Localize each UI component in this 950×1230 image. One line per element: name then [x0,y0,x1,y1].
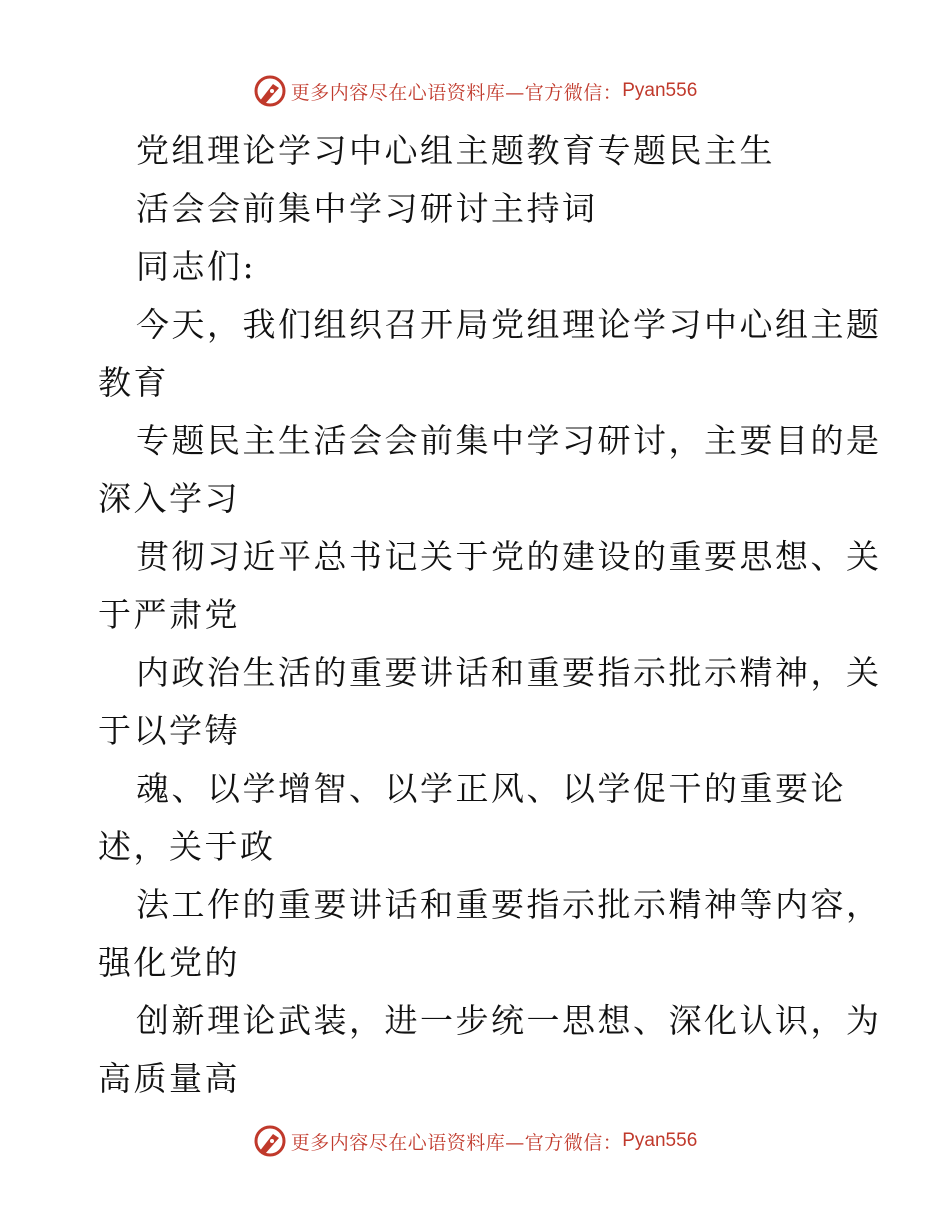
paragraph-line: 高质量高 [98,1059,240,1098]
paragraph-line: 教育 [98,363,169,402]
paragraph-line: 创新理论武装，进一步统一思想、深化认识，为 [136,1001,882,1040]
paragraph-line: 深入学习 [98,479,240,518]
pen-nib-logo-icon [253,1124,287,1158]
watermark-text: 更多内容尽在心语资料库—官方微信： [290,81,623,104]
watermark-handle: Pyan556 [622,1130,698,1151]
pen-nib-logo-icon [253,74,287,108]
document-body [98,122,882,1108]
paragraph-line: 法工作的重要讲话和重要指示批示精神等内容， [136,885,882,924]
watermark-text: 更多内容尽在心语资料库—官方微信： [290,1131,623,1154]
header-watermark [0,71,950,111]
paragraph-line: 于严肃党 [98,595,240,634]
paragraph-line: 贯彻习近平总书记关于党的建设的重要思想、关 [136,537,882,576]
title-line: 活会会前集中学习研讨主持词 [136,189,598,228]
title-line: 党组理论学习中心组主题教育专题民主生 [136,131,775,170]
footer-watermark [0,1121,950,1161]
paragraph-line: 强化党的 [98,943,240,982]
paragraph-line: 述，关于政 [98,827,276,866]
watermark-handle: Pyan556 [622,80,698,101]
paragraph-line: 魂、以学增智、以学正风、以学促干的重要论 [136,769,846,808]
paragraph-line: 内政治生活的重要讲话和重要指示批示精神，关 [136,653,882,692]
paragraph-line: 今天，我们组织召开局党组理论学习中心组主题 [136,305,882,344]
paragraph-line: 于以学铸 [98,711,240,750]
greeting: 同志们: [136,247,257,286]
paragraph-line: 专题民主生活会会前集中学习研讨，主要目的是 [136,421,882,460]
